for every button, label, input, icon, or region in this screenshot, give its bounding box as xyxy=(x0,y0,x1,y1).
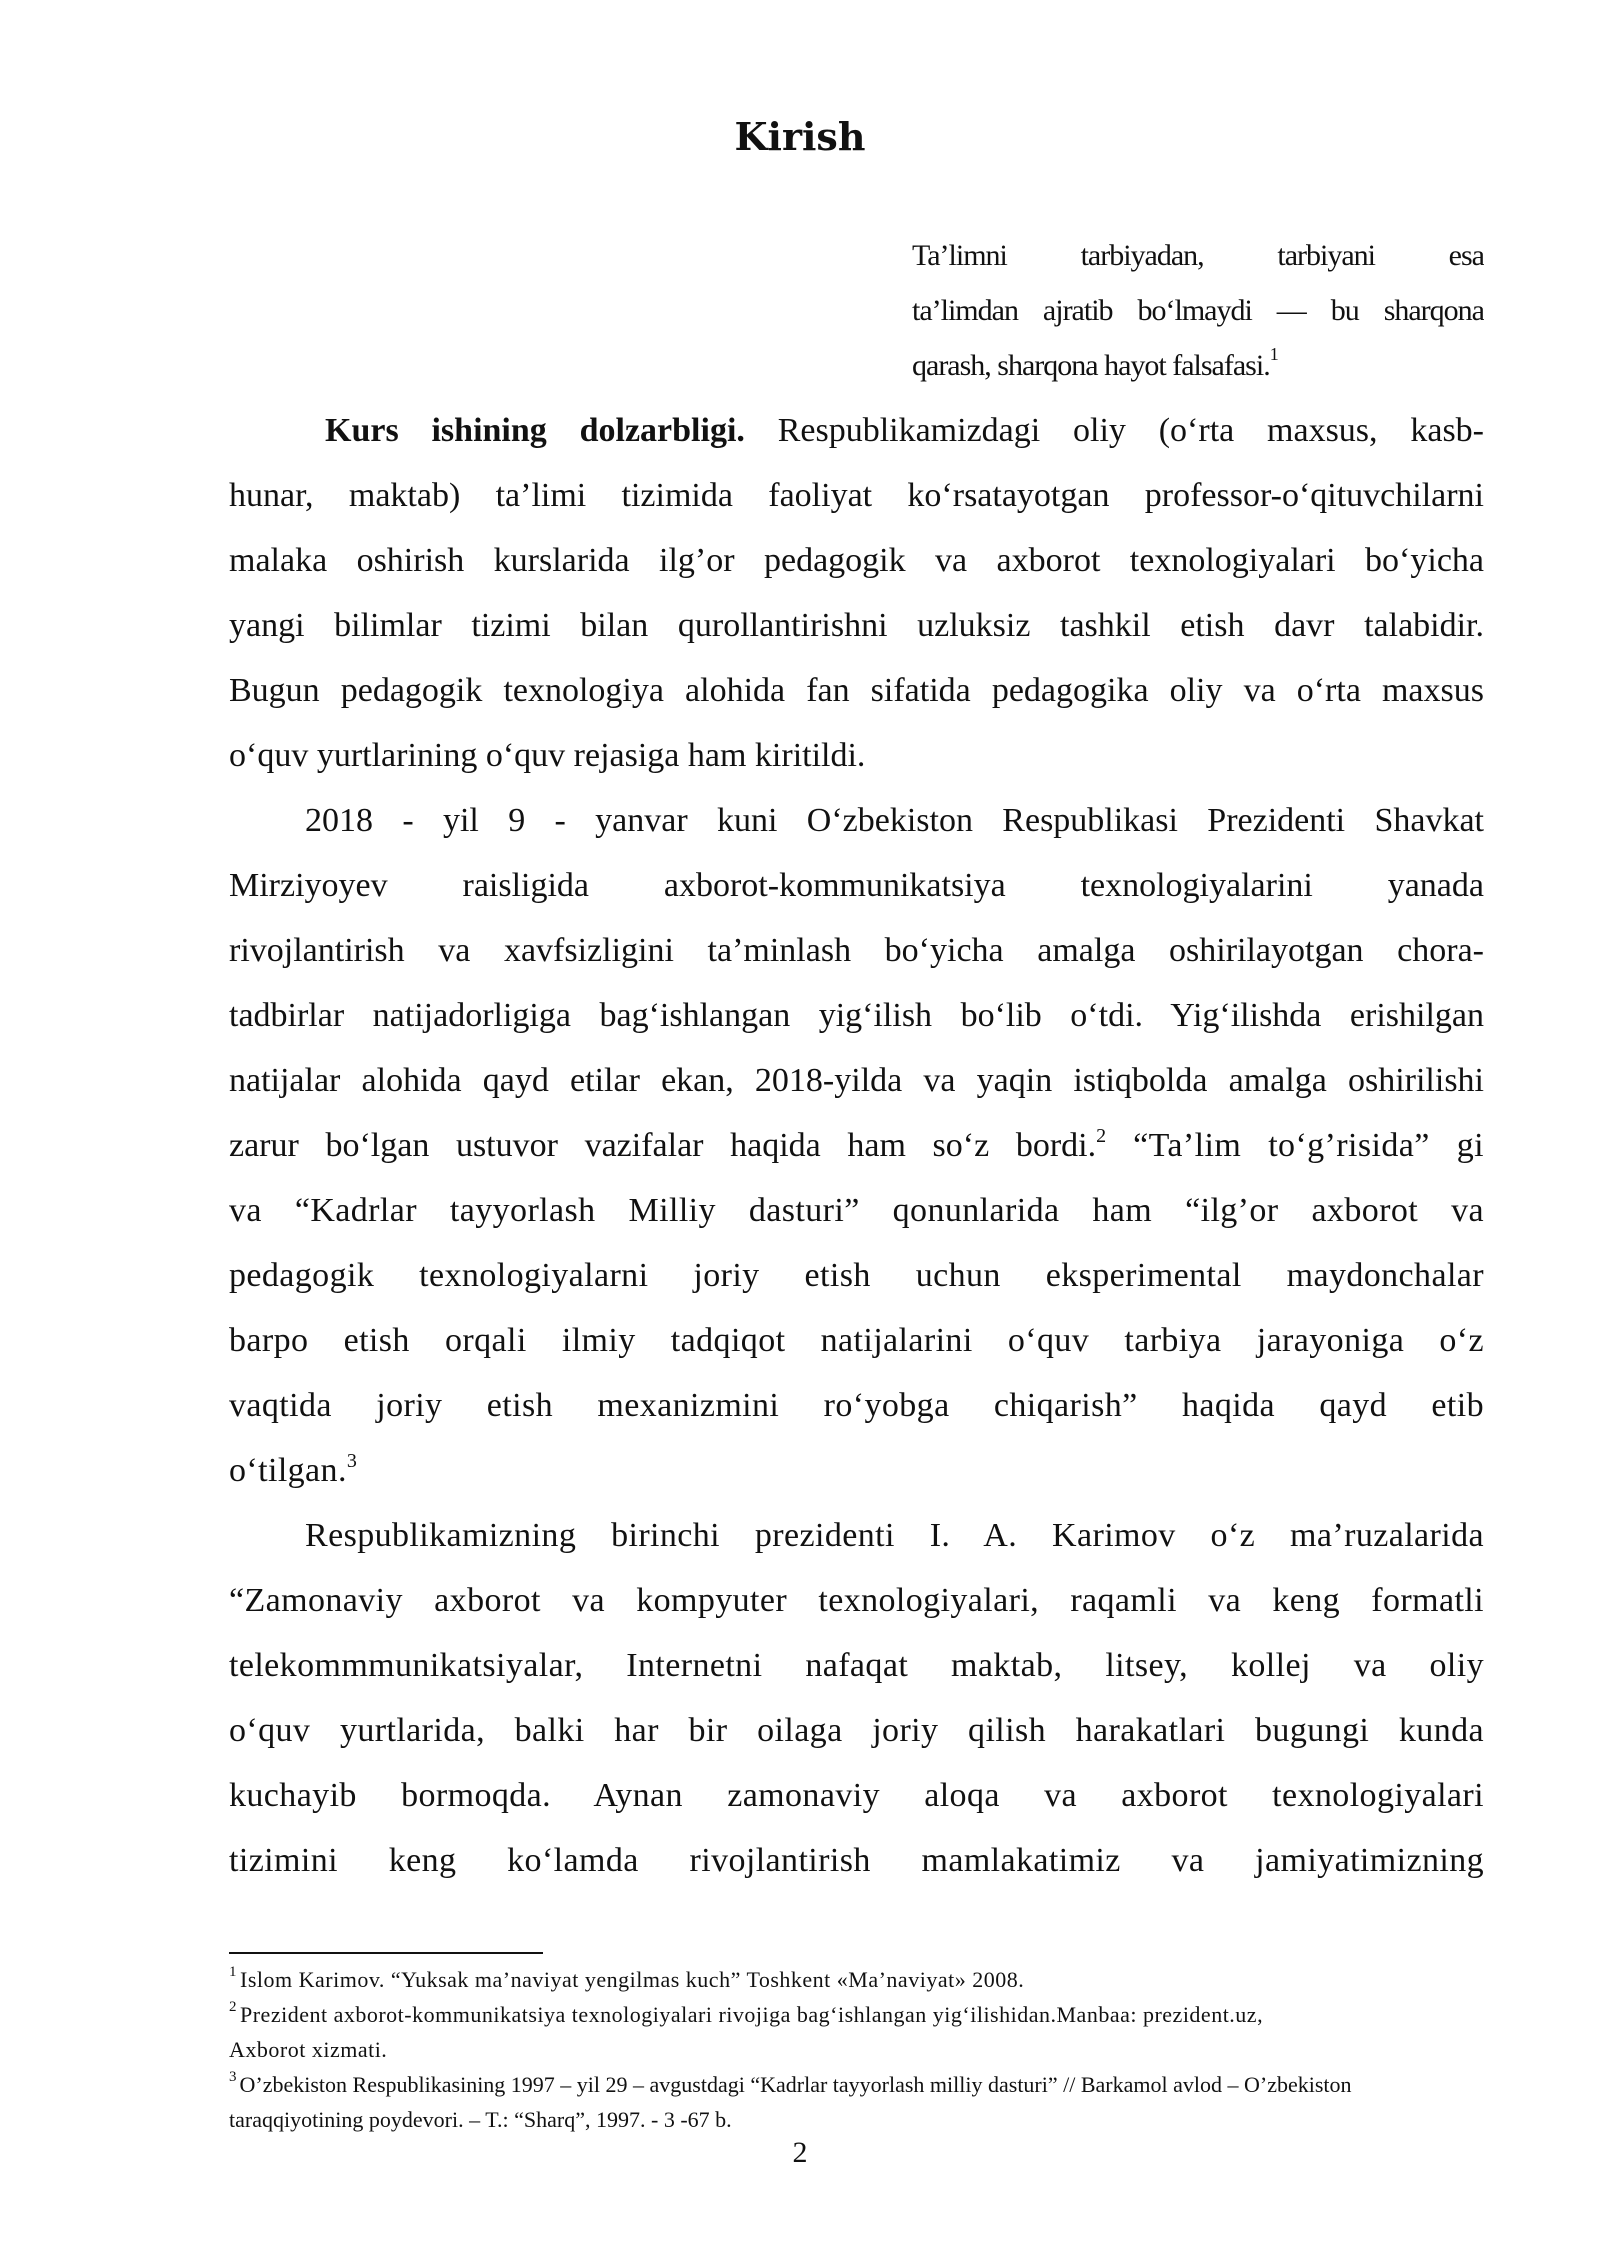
footnotes xyxy=(229,1962,1489,2137)
footnote-ref-3[interactable]: 3 xyxy=(346,1449,358,1472)
paragraph-line: natijalar alohida qayd etilar ekan, 2018-yilda va yaqin istiqbolda amalga oshirilishi xyxy=(229,1062,1484,1099)
page-number: 2 xyxy=(792,2136,808,2169)
paragraph-line-text: o‘tilgan. xyxy=(229,1452,347,1489)
footnote-number: 1 xyxy=(229,1963,237,1980)
paragraph-line: 2018 - yil 9 - yanvar kuni O‘zbekiston Respublikasi Prezidenti Shavkat xyxy=(305,802,1484,839)
paragraph-line: rivojlantirish va xavfsizligini ta’minlash bo‘yicha amalga oshirilayotgan chora- xyxy=(229,932,1484,969)
paragraph-line-text: Respublikamizdagi oliy (o‘rta maxsus, kasb- xyxy=(744,412,1484,449)
paragraph-meeting xyxy=(229,788,1484,1503)
paragraph-karimov xyxy=(229,1503,1484,1893)
paragraph-line-text: zarur bo‘lgan ustuvor vazifalar haqida ham so‘z bordi. xyxy=(229,1127,1097,1164)
paragraph-line: telekommmunikatsiyalar, Internetni nafaqat maktab, litsey, kollej va oliy xyxy=(229,1647,1484,1684)
page-title: Kirish xyxy=(734,114,866,159)
footnote-number: 2 xyxy=(229,1998,237,2015)
paragraph-line xyxy=(229,1438,1484,1503)
footnote-text: Islom Karimov. “Yuksak ma’naviyat yengilmas kuch” Toshkent «Ma’naviyat» 2008. xyxy=(240,1967,1025,1992)
paragraph-relevance xyxy=(229,398,1484,788)
paragraph-line: barpo etish orqali ilmiy tadqiqot natijalarini o‘quv tarbiya jarayoniga o‘z xyxy=(229,1322,1484,1359)
paragraph-line: yangi bilimlar tizimi bilan qurollantirishni uzluksiz tashkil etish davr talabidir. xyxy=(229,607,1484,644)
footnote-ref-1[interactable]: 1 xyxy=(1269,344,1278,364)
paragraph-line: va “Kadrlar tayyorlash Milliy dasturi” qonunlarida ham “ilg’or axborot va xyxy=(229,1192,1484,1229)
footnote-text: Prezident axborot-kommunikatsiya texnologiyalari rivojiga bag‘ishlangan yig‘ilishidan.Manbaa: prezident.uz, xyxy=(240,2002,1264,2027)
epigraph-line: ta’limdan ajratib bo‘lmaydi — bu sharqona xyxy=(912,294,1484,327)
footnote-1 xyxy=(229,1962,1489,1997)
section-lead-heading: Kurs ishining dolzarbligi. xyxy=(325,412,745,449)
paragraph-line-text: “Ta’lim to‘g’risida” gi xyxy=(1106,1127,1484,1164)
footnote-divider xyxy=(229,1952,543,1954)
paragraph-line: o‘quv yurtlarida, balki har bir oilaga joriy qilish harakatlari bugungi kunda xyxy=(229,1712,1484,1749)
paragraph-line: tadbirlar natijadorligiga bag‘ishlangan yig‘ilish bo‘lib o‘tdi. Yig‘ilishda erishilgan xyxy=(229,997,1484,1034)
paragraph-line: pedagogik texnologiyalarni joriy etish uchun eksperimental maydonchalar xyxy=(229,1257,1484,1294)
footnote-text: O’zbekiston Respublikasining 1997 – yil 29 – avgustdagi “Kadrlar tayyorlash milliy dasturi” // Barkamol avlod – O’zbekiston xyxy=(239,2072,1352,2097)
footnote-3-continued: taraqqiyotining poydevori. – T.: “Sharq”, 1997. - 3 -67 b. xyxy=(229,2107,732,2132)
paragraph-line: vaqtida joriy etish mexanizmini ro‘yobga chiqarish” haqida qayd etib xyxy=(229,1387,1484,1424)
footnote-number: 3 xyxy=(229,2068,237,2085)
paragraph-line: Respublikamizning birinchi prezidenti I. A. Karimov o‘z ma’ruzalarida xyxy=(305,1517,1484,1554)
paragraph-line: tizimini keng ko‘lamda rivojlantirish mamlakatimiz va jamiyatimizning xyxy=(229,1842,1484,1879)
footnote-3 xyxy=(229,2067,1489,2102)
body-text xyxy=(229,398,1484,1893)
paragraph-line: kuchayib bormoqda. Aynan zamonaviy aloqa va axborot texnologiyalari xyxy=(229,1777,1484,1814)
paragraph-line: o‘quv yurtlarining o‘quv rejasiga ham kiritildi. xyxy=(229,737,866,774)
paragraph-line: hunar, maktab) ta’limi tizimida faoliyat ko‘rsatayotgan professor-o‘qituvchilarni xyxy=(229,477,1484,514)
footnote-2-continued: Axborot xizmati. xyxy=(229,2037,388,2062)
epigraph-line-text: qarash, sharqona hayot falsafasi. xyxy=(912,349,1270,382)
epigraph xyxy=(912,228,1484,393)
paragraph-line xyxy=(229,398,1484,463)
footnote-2 xyxy=(229,1997,1489,2032)
footnote-ref-2[interactable]: 2 xyxy=(1096,1124,1107,1147)
epigraph-line: Ta’limni tarbiyadan, tarbiyani esa xyxy=(912,239,1484,272)
paragraph-line: Bugun pedagogik texnologiya alohida fan sifatida pedagogika oliy va o‘rta maxsus xyxy=(229,672,1484,709)
paragraph-line: “Zamonaviy axborot va kompyuter texnologiyalari, raqamli va keng formatli xyxy=(229,1582,1484,1619)
paragraph-line: malaka oshirish kurslarida ilg’or pedagogik va axborot texnologiyalari bo‘yicha xyxy=(229,542,1484,579)
paragraph-line: Mirziyoyev raisligida axborot-kommunikatsiya texnologiyalarini yanada xyxy=(229,867,1484,904)
paragraph-line xyxy=(229,1113,1484,1178)
epigraph-line-last xyxy=(912,338,1484,393)
